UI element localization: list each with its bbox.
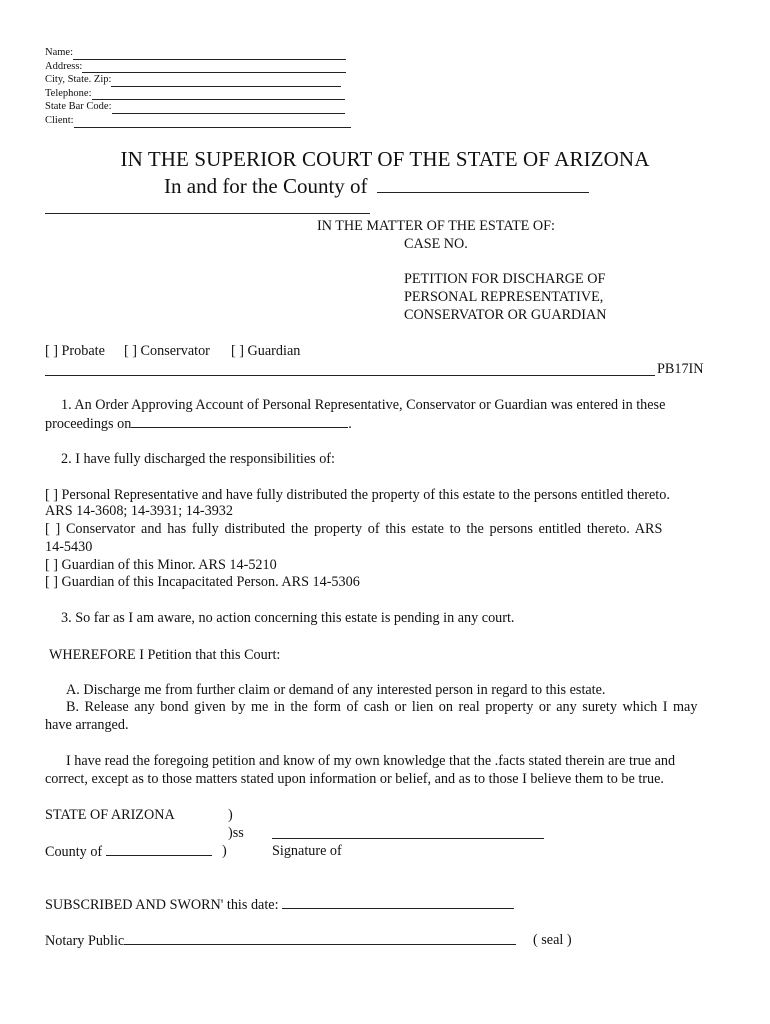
county-heading [164,174,589,199]
name-label: Name: [45,47,73,58]
signature-of-label: Signature of [272,843,342,859]
paren-1: ) [228,807,233,823]
county-of-field[interactable] [106,843,212,856]
request-b-line-1: B. Release any bond given by me in the form of cash or lien on real property or any surety which I may [66,699,698,715]
bar-code-label: State Bar Code: [45,101,112,113]
telephone-field[interactable] [92,88,345,100]
probate-checkbox[interactable]: [ ] Probate [45,343,105,359]
county-of-label: County of [45,844,103,860]
conservator-option[interactable]: [ ] Conservator and has fully distributed the property of this estate to the persons entitled thereto. ARS [45,521,663,537]
city-row [45,73,351,87]
county-heading-label: In and for the County of [164,174,368,198]
bar-code-row [45,100,351,114]
sworn-date-field[interactable] [282,896,514,909]
address-label: Address: [45,60,83,72]
notary-public-label: Notary Public [45,933,125,949]
court-title: IN THE SUPERIOR COURT OF THE STATE OF ARIZONA [120,147,650,171]
estate-name-line[interactable] [45,213,370,214]
bar-code-field[interactable] [112,102,345,114]
telephone-row [45,87,351,101]
county-of-row [45,843,212,861]
client-row [45,114,351,128]
ss-mark: )ss [228,825,244,841]
order-date-field[interactable] [131,415,348,428]
divider-rule [45,375,655,376]
proceedings-on-label: proceedings on [45,416,132,432]
personal-representative-statutes: ARS 14-3608; 14-3931; 14-3932 [45,503,233,519]
attorney-info-block [45,46,351,128]
paragraph-1-line-2 [45,415,352,433]
form-code: PB17IN [657,361,704,377]
guardian-minor-option[interactable]: [ ] Guardian of this Minor. ARS 14-5210 [45,557,277,573]
request-a: A. Discharge me from further claim or demand of any interested person in regard to this estate. [66,682,606,698]
request-b-line-2: have arranged. [45,717,129,733]
notary-public-row [45,932,516,950]
state-of-arizona: STATE OF ARIZONA [45,807,175,823]
petition-title-line-2: PERSONAL REPRESENTATIVE, [404,289,604,305]
petition-title-line-3: CONSERVATOR OR GUARDIAN [404,307,607,323]
verification-line-2: correct, except as to those matters stated upon information or belief, and as to those I believe them to be true. [45,771,664,787]
notary-signature-field[interactable] [124,932,516,945]
address-row [45,60,351,74]
matter-heading: IN THE MATTER OF THE ESTATE OF: [317,218,555,234]
paragraph-2: 2. I have fully discharged the responsibilities of: [61,451,335,467]
conservator-statute: 14-5430 [45,539,93,555]
seal-label: ( seal ) [533,932,572,948]
paragraph-3: 3. So far as I am aware, no action concerning this estate is pending in any court. [61,610,515,626]
county-heading-field[interactable] [377,174,589,193]
guardian-checkbox[interactable]: [ ] Guardian [231,343,301,359]
case-number-label: CASE NO. [404,236,468,252]
personal-representative-option[interactable]: [ ] Personal Representative and have fully distributed the property of this estate to the persons entitled thereto. [45,487,670,503]
wherefore-clause: WHEREFORE I Petition that this Court: [49,647,281,663]
client-label: Client: [45,114,74,126]
paren-3: ) [222,843,227,859]
name-field[interactable] [73,48,346,60]
city-label: City, State. Zip: [45,74,112,86]
period: . [348,416,352,432]
conservator-checkbox[interactable]: [ ] Conservator [124,343,210,359]
city-field[interactable] [111,75,341,87]
telephone-label: Telephone: [45,87,92,99]
verification-line-1: I have read the foregoing petition and know of my own knowledge that the .facts stated therein are true and [66,753,676,769]
address-field[interactable] [82,61,346,73]
guardian-incapacitated-option[interactable]: [ ] Guardian of this Incapacitated Person. ARS 14-5306 [45,574,360,590]
subscribed-sworn-row [45,896,514,914]
petition-title-line-1: PETITION FOR DISCHARGE OF [404,271,606,287]
paragraph-1-line-1: 1. An Order Approving Account of Personal Representative, Conservator or Guardian was entered in these [61,397,666,413]
signature-line[interactable] [272,838,544,839]
client-field[interactable] [74,116,351,128]
name-row [45,46,351,60]
subscribed-sworn-label: SUBSCRIBED AND SWORN' this date: [45,897,279,913]
